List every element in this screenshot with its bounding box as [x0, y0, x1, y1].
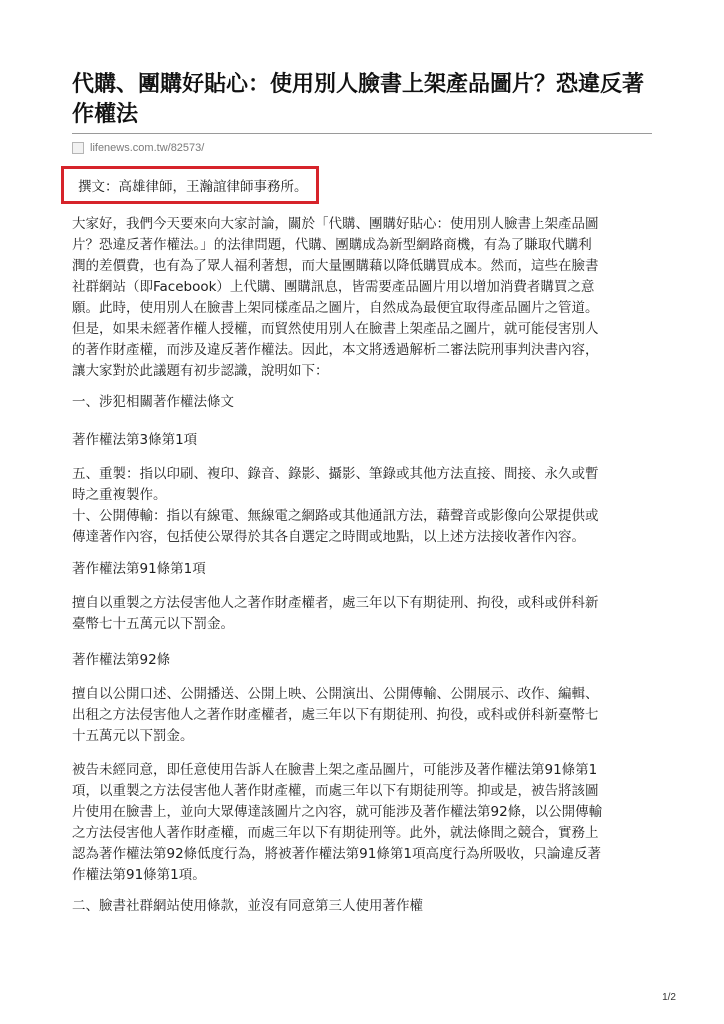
paragraph-line: 作權法第91條第1項。	[72, 867, 206, 883]
source-link[interactable]	[72, 140, 204, 156]
article-title	[72, 70, 657, 130]
paragraph-line: 時之重複製作。	[72, 487, 167, 503]
paragraph-line: 之方法侵害他人著作財產權，而處三年以下有期徒刑等。此外，就法條間之競合，實務上	[72, 825, 599, 841]
law-article-91	[72, 593, 654, 635]
paragraph-line: 十、公開傳輸：指以有線電、無線電之網路或其他通訊方法，藉聲音或影像向公眾提供或	[72, 508, 599, 524]
paragraph-line: 臺幣七十五萬元以下罰金。	[72, 616, 234, 632]
law-heading: 著作權法第92條	[72, 652, 171, 668]
section-heading: 二、臉書社群網站使用條款，並沒有同意第三人使用著作權	[72, 898, 423, 914]
title-line: 代購、團購好貼心：使用別人臉書上架產品圖片？恐違反著	[72, 72, 645, 97]
paragraph-line: 大家好，我們今天要來向大家討論，關於「代購、團購好貼心：使用別人臉書上架產品圖	[72, 216, 599, 232]
paragraph-line: 五、重製：指以印刷、複印、錄音、錄影、攝影、筆錄或其他方法直接、間接、永久或暫	[72, 466, 599, 482]
paragraph-line: 願。此時，使用別人在臉書上架同樣產品之圖片，自然成為最便宜取得產品圖片之管道。	[72, 300, 599, 316]
paragraph-line: 潤的差價費，也有為了眾人福利著想，而大量團購藉以降低購買成本。然而，這些在臉書	[72, 258, 599, 274]
paragraph-line: 項，以重製之方法侵害他人著作財產權，而處三年以下有期徒刑等。抑或是，被告將該圖	[72, 783, 599, 799]
paragraph-line: 十五萬元以下罰金。	[72, 728, 194, 744]
paragraph-line: 傳達著作內容，包括使公眾得於其各自選定之時間或地點，以上述方法接收著作內容。	[72, 529, 585, 545]
paragraph-line: 但是，如果未經著作權人授權，而貿然使用別人在臉書上架產品之圖片，就可能侵害別人	[72, 321, 599, 337]
page-number: 1/2	[662, 992, 676, 1003]
law-article-3	[72, 464, 654, 548]
paragraph-line: 片？恐違反著作權法。」的法律問題，代購、團購成為新型網路商機，有為了賺取代購利	[72, 237, 592, 253]
law-heading: 著作權法第3條第1項	[72, 432, 198, 448]
title-line: 作權法	[72, 102, 139, 127]
paragraph-line: 出租之方法侵害他人之著作財產權者，處三年以下有期徒刑、拘役，或科或併科新臺幣七	[72, 707, 599, 723]
paragraph-line: 擅自以重製之方法侵害他人之著作財產權者，處三年以下有期徒刑、拘役，或科或併科新	[72, 595, 599, 611]
law-article-92	[72, 684, 654, 747]
paragraph-line: 社群網站（即Facebook）上代購、團購訊息，皆需要產品圖片用以增加消費者購買之意	[72, 279, 595, 295]
paragraph-line: 的著作財產權，而涉及違反著作權法。因此，本文將透過解析二審法院刑事判決書內容，	[72, 342, 599, 358]
paragraph-line: 讓大家對於此議題有初步認識，說明如下：	[72, 363, 329, 379]
section-heading: 一、涉犯相關著作權法條文	[72, 394, 234, 410]
law-heading: 著作權法第91條第1項	[72, 561, 206, 577]
paragraph-line: 認為著作權法第92條低度行為，將被著作權法第91條第1項高度行為所吸收，只論違反著	[72, 846, 601, 862]
paragraph-line: 被告未經同意，即任意使用告訴人在臉書上架之產品圖片，可能涉及著作權法第91條第1	[72, 762, 598, 778]
paragraph-line: 片使用在臉書上，並向大眾傳達該圖片之內容，就可能涉及著作權法第92條，以公開傳輸	[72, 804, 603, 820]
title-divider	[72, 133, 652, 134]
analysis-paragraph	[72, 760, 654, 886]
intro-paragraph	[72, 214, 654, 382]
source-url[interactable]: lifenews.com.tw/82573/	[90, 142, 205, 154]
paragraph-line: 擅自以公開口述、公開播送、公開上映、公開演出、公開傳輸、公開展示、改作、編輯、	[72, 686, 599, 702]
author-line: 撰文：高雄律師，王瀚誼律師事務所。	[78, 179, 308, 195]
favicon-icon	[72, 142, 84, 154]
